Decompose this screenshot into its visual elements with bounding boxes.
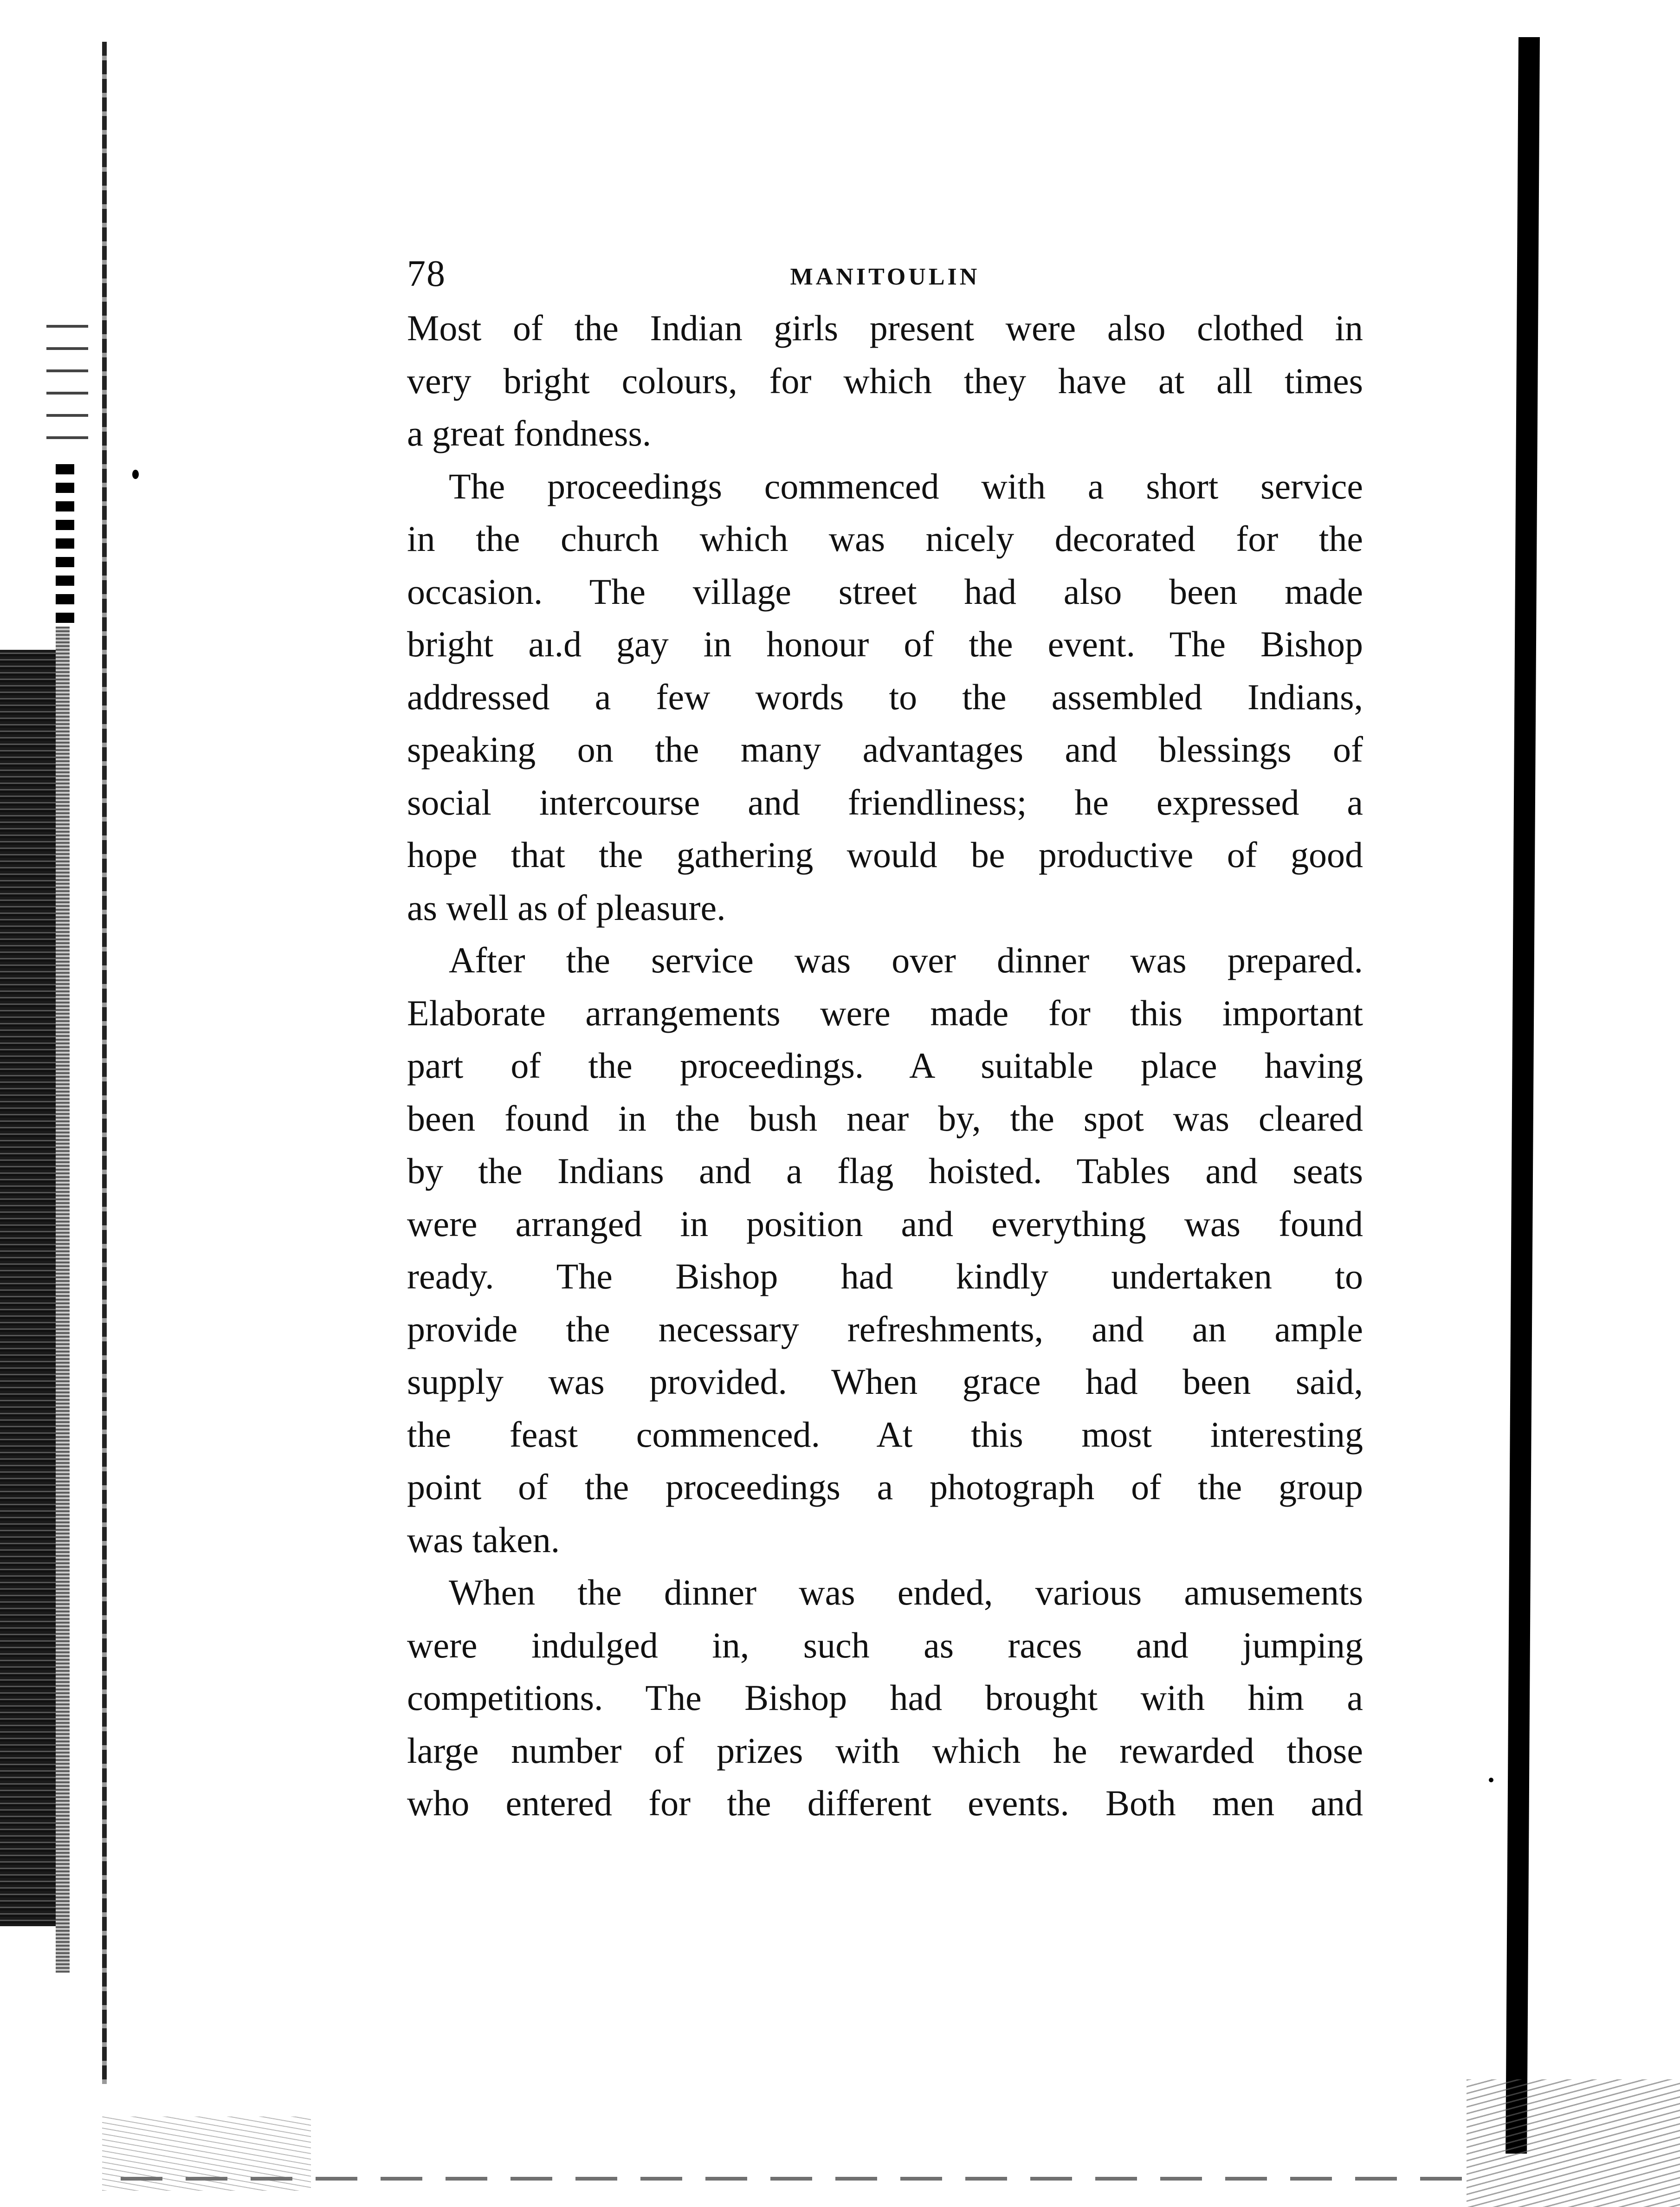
text-line: who entered for the different events. Both men and bbox=[407, 1783, 1363, 1823]
running-head bbox=[407, 251, 1363, 302]
paragraph bbox=[407, 460, 1363, 934]
scan-edge-line bbox=[102, 42, 107, 2084]
text-line: bright aı.d gay in honour of the event. The Bishop bbox=[407, 624, 1363, 664]
text-line: After the service was over dinner was prepared. bbox=[449, 940, 1363, 980]
scan-binding-shadow-inner bbox=[56, 627, 70, 1973]
text-line: the feast commenced. At this most interesting bbox=[407, 1414, 1363, 1455]
scan-bottom-edge bbox=[121, 2177, 1467, 2181]
scan-right-edge-bar bbox=[1506, 37, 1540, 2154]
text-line: competitions. The Bishop had brought with him a bbox=[407, 1677, 1363, 1718]
text-line: Elaborate arrangements were made for this important bbox=[407, 992, 1363, 1033]
scan-speck bbox=[132, 470, 139, 479]
scan-speck bbox=[1489, 1778, 1493, 1782]
text-line: point of the proceedings a photograph of the group bbox=[407, 1467, 1363, 1507]
scan-bottom-smudge bbox=[102, 2116, 311, 2191]
text-line: supply was provided. When grace had been said, bbox=[407, 1361, 1363, 1402]
text-line: ready. The Bishop had kindly undertaken to bbox=[407, 1256, 1363, 1296]
scan-corner-smudge bbox=[1467, 2079, 1680, 2207]
paragraph bbox=[407, 934, 1363, 1566]
text-line: part of the proceedings. A suitable place having bbox=[407, 1045, 1363, 1086]
text-line: When the dinner was ended, various amusements bbox=[449, 1572, 1363, 1612]
text-line: hope that the gathering would be productive of good bbox=[407, 835, 1363, 875]
page-text bbox=[407, 251, 1363, 1830]
text-line: were arranged in position and everything was found bbox=[407, 1203, 1363, 1244]
text-line: in the church which was nicely decorated for the bbox=[407, 518, 1363, 559]
text-line: very bright colours, for which they have at all times bbox=[407, 360, 1363, 401]
text-line: by the Indians and a flag hoisted. Tables and seats bbox=[407, 1151, 1363, 1191]
scan-edge-ticks bbox=[46, 325, 88, 446]
text-line: were indulged in, such as races and jumping bbox=[407, 1625, 1363, 1665]
text-line: speaking on the many advantages and blessings of bbox=[407, 729, 1363, 770]
text-line: provide the necessary refreshments, and an ample bbox=[407, 1308, 1363, 1349]
running-title: MANITOULIN bbox=[790, 264, 980, 290]
scan-edge-marks bbox=[56, 464, 74, 627]
text-line: social intercourse and friendliness; he expressed a bbox=[407, 782, 1363, 822]
paragraph bbox=[407, 302, 1363, 460]
text-line: was taken. bbox=[407, 1519, 560, 1560]
scan-binding-shadow bbox=[0, 650, 56, 1926]
page-number: 78 bbox=[407, 253, 446, 294]
text-line: The proceedings commenced with a short service bbox=[449, 466, 1363, 506]
paragraph bbox=[407, 1566, 1363, 1830]
text-line: Most of the Indian girls present were also clothed in bbox=[407, 308, 1363, 348]
text-line: occasion. The village street had also been made bbox=[407, 571, 1363, 612]
text-line: been found in the bush near by, the spot was cleared bbox=[407, 1098, 1363, 1139]
text-line: large number of prizes with which he rewarded those bbox=[407, 1730, 1363, 1771]
text-line: addressed a few words to the assembled Indians, bbox=[407, 676, 1363, 717]
text-line: as well as of pleasure. bbox=[407, 887, 726, 928]
text-line: a great fondness. bbox=[407, 413, 652, 453]
